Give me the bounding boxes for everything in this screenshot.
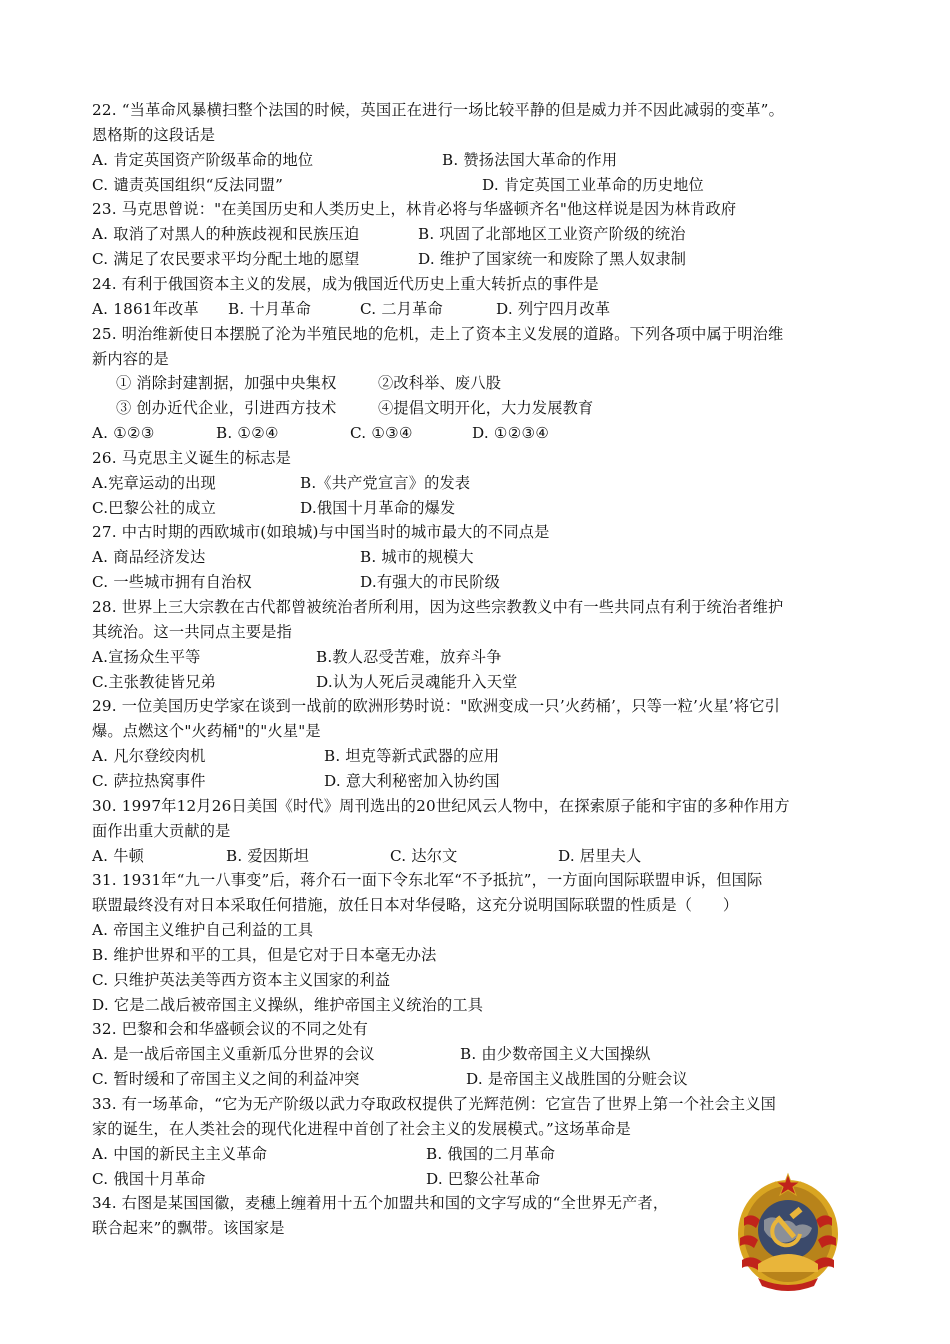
answer-options-part: C. 暂时缓和了帝国主义之间的利益冲突	[92, 1070, 360, 1089]
answer-options-part: D. 肯定英国工业革命的历史地位	[482, 175, 704, 194]
answer-options-part: A. 是一战后帝国主义重新瓜分世界的会议	[92, 1045, 375, 1064]
answer-options-part: B. 城市的规模大	[360, 548, 474, 567]
answer-options-part: A. 肯定英国资产阶级革命的地位	[92, 150, 314, 169]
question-stem-part: 联盟最终没有对日本采取任何措施，放任日本对华侵略，这充分说明国际联盟的性质是（ ）	[92, 896, 739, 915]
answer-options-part: C. 二月革命	[360, 299, 443, 318]
answer-options-part: B. 坦克等新式武器的应用	[324, 747, 500, 766]
answer-options-part: C. 满足了农民要求平均分配土地的愿望	[92, 250, 360, 269]
question-stem-part: 28. 世界上三大宗教在古代都曾被统治者所利用，因为这些宗教教义中有一些共同点有利于统治者维护	[92, 598, 784, 616]
answer-options-part: D. 维护了国家统一和废除了黑人奴隶制	[418, 250, 687, 269]
question-stem-part: 33. 有一场革命，“它为无产阶级以武力夺取政权提供了光辉范例：它宣告了世界上第一个社会主义国	[92, 1095, 777, 1113]
question-stem-part: 29. 一位美国历史学家在谈到一战前的欧洲形势时说："欧洲变成一只’火药桶’，只等一粒’火星’将它引	[92, 697, 780, 716]
answer-options-part: C.主张教徒皆兄弟	[92, 672, 217, 691]
answer-options-part: A.宪章运动的出现	[92, 473, 216, 492]
question-stem-part: 31. 1931年“九一八事变”后，蒋介石一面下令东北军“不予抵抗”，一方面向国际联盟申诉，但国际	[92, 871, 763, 890]
question-stem-part: 23. 马克思曾说："在美国历史和人类历史上，林肯必将与华盛顿齐名"他这样说是因为林肯政府	[92, 200, 737, 219]
answer-options-part: C. ①③④	[350, 424, 413, 443]
question-stem-part: 22. “当革命风暴横扫整个法国的时候，英国正在进行一场比较平静的但是威力并不因此减弱的变革”。	[92, 101, 784, 119]
question-stem-part: 爆。点燃这个"火药桶"的"火星"是	[92, 722, 321, 741]
answer-options-part: B.教人忍受苦难，放弃斗争	[316, 647, 502, 666]
answer-options-part: B. ①②④	[216, 424, 279, 443]
question-stem-part: 34. 右图是某国国徽，麦穗上缠着用十五个加盟共和国的文字写成的“全世界无产者，	[92, 1194, 669, 1213]
numbered-item-part: ④提倡文明开化，大力发展教育	[378, 399, 594, 418]
question-stem-part: 其统治。这一共同点主要是指	[92, 622, 293, 641]
question-stem-part: 家的诞生，在人类社会的现代化进程中首创了社会主义的发展模式。”这场革命是	[92, 1119, 631, 1138]
answer-options-part: D. 它是二战后被帝国主义操纵，维护帝国主义统治的工具	[92, 995, 484, 1014]
answer-options-part: A. 商品经济发达	[92, 548, 206, 567]
question-stem-part: 24. 有利于俄国资本主义的发展，成为俄国近代历史上重大转折点的事件是	[92, 274, 599, 293]
answer-options-part: C. 达尔文	[390, 846, 458, 865]
answer-options-part: C. 只维护英法美等西方资本主义国家的利益	[92, 970, 391, 989]
answer-options-part: C. 一些城市拥有自治权	[92, 573, 252, 592]
answer-options-part: B. 赞扬法国大革命的作用	[442, 150, 618, 169]
state-emblem-icon	[734, 1168, 842, 1292]
answer-options-part: D. 意大利秘密加入协约国	[324, 771, 500, 790]
numbered-item-part: ① 消除封建割据，加强中央集权	[116, 374, 337, 393]
answer-options-part: A. 牛顿	[92, 846, 144, 865]
answer-options-part: B. 十月革命	[228, 299, 311, 318]
question-stem-part: 恩格斯的这段话是	[92, 125, 216, 144]
numbered-item-part: ②改科举、废八股	[378, 374, 502, 393]
answer-options-part: C. 萨拉热窝事件	[92, 771, 206, 790]
numbered-item-part: ③ 创办近代企业，引进西方技术	[116, 399, 337, 418]
answer-options-part: A. 1861年改革	[92, 299, 199, 318]
question-stem-part: 27. 中古时期的西欧城市(如琅城)与中国当时的城市最大的不同点是	[92, 523, 550, 542]
answer-options-part: D. 是帝国主义战胜国的分赃会议	[466, 1070, 688, 1089]
answer-options-part: D.认为人死后灵魂能升入天堂	[316, 672, 518, 691]
question-stem-part: 新内容的是	[92, 349, 169, 368]
answer-options-part: C.巴黎公社的成立	[92, 498, 217, 517]
answer-options-part: D. 列宁四月改革	[496, 299, 611, 318]
question-stem-part: 联合起来”的飘带。该国家是	[92, 1219, 285, 1238]
answer-options-part: D.有强大的市民阶级	[360, 573, 500, 592]
answer-options-part: C. 俄国十月革命	[92, 1169, 206, 1188]
answer-options-part: B. 由少数帝国主义大国操纵	[460, 1045, 651, 1064]
question-stem-part: 25. 明治维新使日本摆脱了沦为半殖民地的危机，走上了资本主义发展的道路。下列各项中属于明治维	[92, 324, 784, 343]
answer-options-part: C. 谴责英国组织“反法同盟”	[92, 175, 284, 194]
answer-options-part: D.俄国十月革命的爆发	[300, 498, 456, 517]
answer-options-part: A.宣扬众生平等	[92, 647, 201, 666]
question-stem-part: 26. 马克思主义诞生的标志是	[92, 448, 292, 467]
question-stem-part: 30. 1997年12月26日美国《时代》周刊选出的20世纪风云人物中，在探索原子能和宇宙的多种作用方	[92, 796, 790, 815]
answer-options-part: A. ①②③	[92, 424, 155, 443]
answer-options-part: A. 取消了对黑人的种族歧视和民族压迫	[92, 225, 360, 244]
answer-options-part: D. ①②③④	[472, 424, 550, 443]
answer-options-part: B. 维护世界和平的工具，但是它对于日本毫无办法	[92, 945, 437, 964]
answer-options-part: A. 中国的新民主主义革命	[92, 1144, 268, 1163]
answer-options-part: B. 俄国的二月革命	[426, 1144, 556, 1163]
answer-options-part: A. 帝国主义维护自己利益的工具	[92, 921, 314, 940]
question-stem-part: 32. 巴黎和会和华盛顿会议的不同之处有	[92, 1020, 368, 1039]
answer-options-part: A. 凡尔登绞肉机	[92, 747, 206, 766]
question-stem-part: 面作出重大贡献的是	[92, 821, 231, 840]
answer-options-part: B. 爱因斯坦	[226, 846, 309, 865]
answer-options-part: D. 居里夫人	[558, 846, 642, 865]
answer-options-part: B. 巩固了北部地区工业资产阶级的统治	[418, 225, 686, 244]
answer-options-part: D. 巴黎公社革命	[426, 1169, 541, 1188]
answer-options-part: B.《共产党宣言》的发表	[300, 473, 471, 492]
